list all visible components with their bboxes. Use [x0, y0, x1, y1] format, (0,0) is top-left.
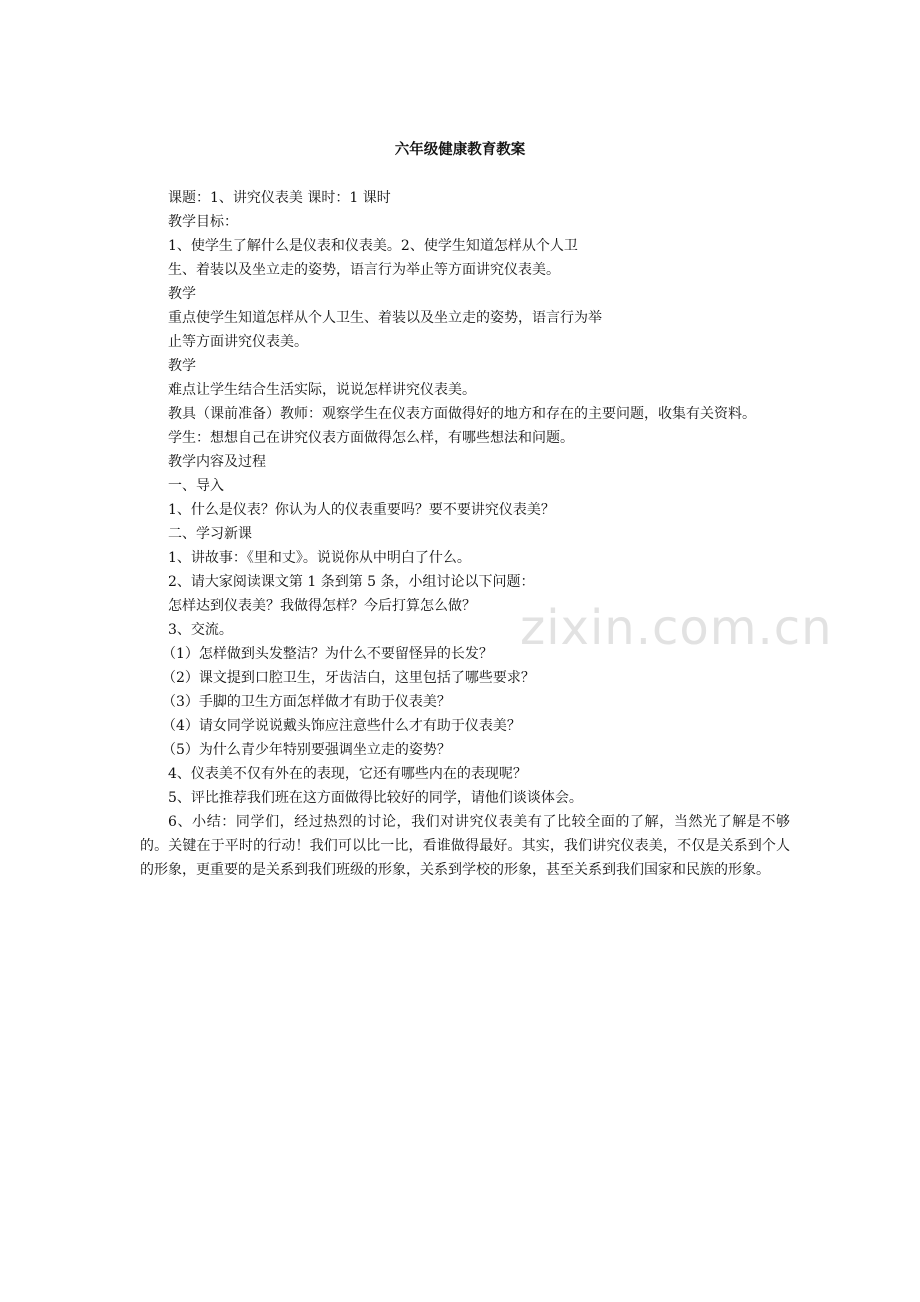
- discussion-question-1: （1）怎样做到头发整洁？为什么不要留怪异的长发？: [162, 646, 493, 662]
- discussion-question-3: （3）手脚的卫生方面怎样做才有助于仪表美？: [162, 694, 451, 710]
- teaching-difficulty-line: 难点让学生结合生活实际，说说怎样讲究仪表美。: [168, 382, 476, 398]
- watermark-text: zixin.com.cn: [520, 600, 833, 656]
- teaching-key-line-1: 重点使学生知道怎样从个人卫生、着装以及坐立走的姿势，语言行为举: [168, 310, 602, 326]
- section-new-lesson-heading: 二、学习新课: [168, 526, 252, 542]
- new-lesson-item-3: 3、交流。: [168, 622, 233, 638]
- discussion-question-4: （4）请女同学说说戴头饰应注意些什么才有助于仪表美？: [162, 718, 521, 734]
- section-introduction-heading: 一、导入: [168, 478, 224, 494]
- teaching-goals-line-2: 生、着装以及坐立走的姿势，语言行为举止等方面讲究仪表美。: [168, 262, 560, 278]
- new-lesson-item-1: 1、讲故事：《里和丈》。说说你从中明白了什么。: [168, 550, 471, 566]
- student-preparation-line: 学生：想想自己在讲究仪表方面做得怎么样，有哪些想法和问题。: [168, 430, 574, 446]
- teaching-goals-heading: 教学目标：: [168, 214, 238, 230]
- new-lesson-item-4: 4、仪表美不仅有外在的表现，它还有哪些内在的表现呢？: [168, 766, 527, 782]
- summary-paragraph: 6、小结：同学们，经过热烈的讨论，我们对讲究仪表美有了比较全面的了解，当然光了解是不够的。关键在于平时的行动！我们可以比一比，看谁做得最好。其实，我们讲究仪表美，不仅是关系到个人的形象，更重要的是关系到我们班级的形象，关系到学校的形象，甚至关系到我们国家和民族的形象。: [140, 814, 790, 878]
- content-process-heading: 教学内容及过程: [168, 454, 266, 470]
- new-lesson-item-2-questions: 怎样达到仪表美？我做得怎样？今后打算怎么做？: [168, 598, 476, 614]
- document-title: 六年级健康教育教案: [394, 141, 526, 158]
- document-body: [140, 186, 790, 882]
- discussion-question-5: （5）为什么青少年特别要强调坐立走的姿势？: [162, 742, 451, 758]
- teaching-goals-line-1: 1、使学生了解什么是仪表和仪表美。2、使学生知道怎样从个人卫: [168, 238, 578, 254]
- teaching-key-line-2: 止等方面讲究仪表美。: [168, 334, 308, 350]
- teaching-key-heading: 教学: [168, 286, 196, 302]
- new-lesson-item-2: 2、请大家阅读课文第 1 条到第 5 条，小组讨论以下问题：: [168, 574, 535, 590]
- discussion-question-2: （2）课文提到口腔卫生，牙齿洁白，这里包括了哪些要求？: [162, 670, 535, 686]
- new-lesson-item-5: 5、评比推荐我们班在这方面做得比较好的同学，请他们谈谈体会。: [168, 790, 583, 806]
- teaching-difficulty-heading: 教学: [168, 358, 196, 374]
- teaching-aids-paragraph: 教具（课前准备）教师：观察学生在仪表方面做得好的地方和存在的主要问题，收集有关资料。: [168, 406, 756, 422]
- lesson-topic-line: 课题：1、讲究仪表美 课时：1 课时: [168, 190, 391, 206]
- introduction-question: 1、什么是仪表？你认为人的仪表重要吗？要不要讲究仪表美？: [168, 502, 555, 518]
